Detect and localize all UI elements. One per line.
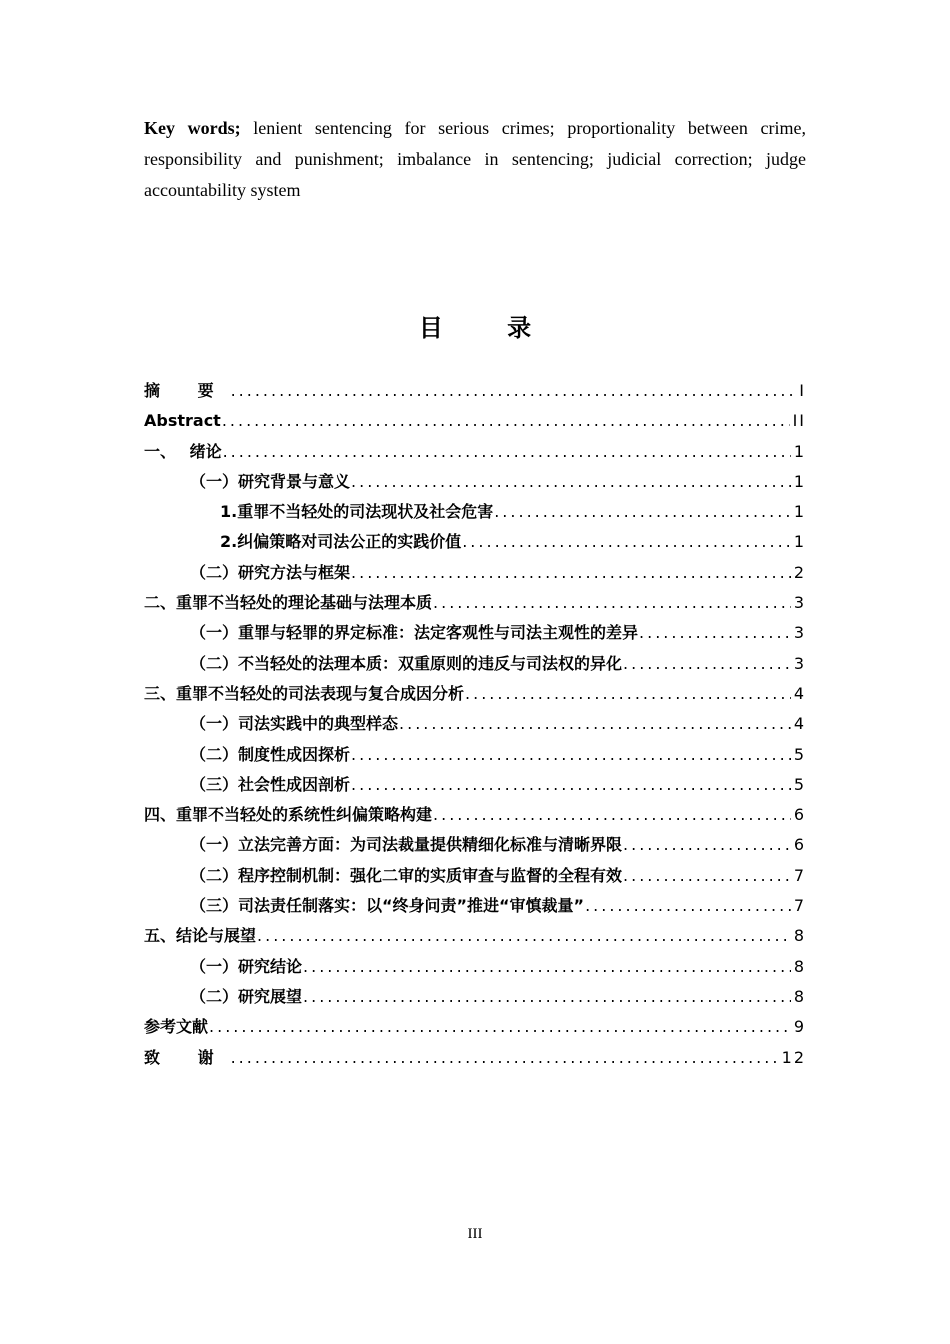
- toc-entry-label: （一）重罪与轻罪的界定标准：法定客观性与司法主观性的差异: [190, 623, 639, 643]
- toc-entry[interactable]: [144, 1043, 806, 1073]
- toc-entry[interactable]: [144, 770, 806, 800]
- toc-entry-page: 4: [793, 683, 806, 703]
- toc-dot-leader: [222, 406, 790, 436]
- toc-entry-label: 三、重罪不当轻处的司法表现与复合成因分析: [144, 683, 465, 703]
- toc-entry[interactable]: [144, 982, 806, 1012]
- toc-entry-page: 4: [793, 714, 806, 734]
- toc-entry-label: 二、重罪不当轻处的理论基础与法理本质: [144, 593, 433, 613]
- toc-dot-leader: [351, 740, 791, 770]
- toc-dot-leader: [257, 921, 791, 951]
- table-of-contents: [144, 376, 806, 1073]
- toc-entry-page: 6: [793, 835, 806, 855]
- toc-entry-page: 1: [793, 471, 806, 491]
- toc-entry-label: 1.重罪不当轻处的司法现状及社会危害: [220, 502, 494, 522]
- toc-entry-page: 8: [793, 926, 806, 946]
- toc-entry-page: 3: [793, 653, 806, 673]
- toc-entry-page: 6: [793, 805, 806, 825]
- toc-entry-page: 2: [793, 562, 806, 582]
- toc-entry-label: 摘 要: [144, 381, 230, 400]
- toc-dot-leader: [351, 558, 791, 588]
- toc-entry-label: （二）研究方法与框架: [190, 562, 351, 582]
- page-number: III: [467, 1226, 483, 1242]
- toc-entry[interactable]: [144, 830, 806, 860]
- toc-dot-leader: [303, 952, 791, 982]
- toc-entry-label: （一）司法实践中的典型样态: [190, 714, 399, 734]
- toc-dot-leader: [209, 1012, 791, 1042]
- toc-entry-label: 2.纠偏策略对司法公正的实践价值: [220, 532, 462, 552]
- keywords-paragraph: [144, 113, 806, 206]
- toc-dot-leader: [231, 1043, 779, 1073]
- toc-entry-label: （一）立法完善方面：为司法裁量提供精细化标准与清晰界限: [190, 835, 623, 855]
- toc-entry-label: 一、 绪论: [144, 441, 222, 461]
- toc-entry[interactable]: [144, 497, 806, 527]
- toc-entry-page: I: [799, 381, 806, 400]
- toc-entry-label: （一）研究背景与意义: [190, 471, 351, 491]
- toc-dot-leader: [433, 588, 791, 618]
- toc-dot-leader: [351, 467, 791, 497]
- toc-entry-label: （三）司法责任制落实：以“终身问责”推进“审慎裁量”: [190, 896, 585, 916]
- toc-entry-page: 3: [793, 593, 806, 613]
- toc-entry[interactable]: [144, 800, 806, 830]
- toc-entry-page: 8: [793, 956, 806, 976]
- toc-entry-page: 7: [793, 865, 806, 885]
- toc-dot-leader: [494, 497, 791, 527]
- keywords-text: lenient sentencing for serious crimes; proportionality between crime, responsibility and punishment; imbalance in sentencing; judicial correction; judge accountability system: [144, 118, 806, 200]
- toc-entry-label: （三）社会性成因剖析: [190, 774, 351, 794]
- toc-entry-label: （二）制度性成因探析: [190, 744, 351, 764]
- toc-entry-page: 8: [793, 986, 806, 1006]
- toc-dot-leader: [585, 891, 791, 921]
- toc-entry-page: 5: [793, 744, 806, 764]
- toc-entry-page: 12: [781, 1047, 806, 1067]
- toc-entry-label: （二）不当轻处的法理本质：双重原则的违反与司法权的异化: [190, 653, 623, 673]
- toc-dot-leader: [231, 376, 797, 406]
- toc-entry[interactable]: [144, 1012, 806, 1042]
- toc-dot-leader: [223, 437, 791, 467]
- toc-entry-label: （二）程序控制机制：强化二审的实质审查与监督的全程有效: [190, 865, 623, 885]
- toc-dot-leader: [462, 527, 791, 557]
- toc-entry-page: 9: [793, 1017, 806, 1037]
- toc-entry-page: 1: [793, 532, 806, 552]
- keywords-label: Key words;: [144, 118, 241, 138]
- toc-entry-label: 参考文献: [144, 1017, 209, 1037]
- toc-entry[interactable]: [144, 588, 806, 618]
- toc-entry[interactable]: [144, 740, 806, 770]
- toc-entry[interactable]: [144, 406, 806, 436]
- toc-dot-leader: [303, 982, 791, 1012]
- toc-dot-leader: [433, 800, 791, 830]
- toc-entry[interactable]: [144, 376, 806, 406]
- toc-entry[interactable]: [144, 679, 806, 709]
- toc-entry-label: （一）研究结论: [190, 956, 303, 976]
- toc-dot-leader: [399, 709, 791, 739]
- toc-entry-label: 四、重罪不当轻处的系统性纠偏策略构建: [144, 805, 433, 825]
- toc-entry-label: 致 谢: [144, 1047, 230, 1067]
- toc-dot-leader: [623, 830, 791, 860]
- toc-entry-page: 5: [793, 774, 806, 794]
- toc-entry[interactable]: [144, 649, 806, 679]
- toc-entry[interactable]: [144, 921, 806, 951]
- toc-entry-label: 五、结论与展望: [144, 926, 257, 946]
- toc-dot-leader: [623, 861, 791, 891]
- toc-entry[interactable]: [144, 618, 806, 648]
- toc-entry[interactable]: [144, 709, 806, 739]
- toc-entry-page: 3: [793, 623, 806, 643]
- toc-dot-leader: [639, 618, 791, 648]
- toc-dot-leader: [623, 649, 791, 679]
- toc-entry-page: 7: [793, 896, 806, 916]
- toc-entry[interactable]: [144, 558, 806, 588]
- toc-entry-page: 1: [793, 441, 806, 461]
- toc-entry-page: II: [792, 411, 806, 431]
- toc-entry[interactable]: [144, 467, 806, 497]
- toc-entry-page: 1: [793, 502, 806, 522]
- toc-dot-leader: [351, 770, 791, 800]
- toc-entry[interactable]: [144, 952, 806, 982]
- toc-title: 目 录: [418, 314, 560, 342]
- toc-entry-label: （二）研究展望: [190, 986, 303, 1006]
- toc-entry-label: Abstract: [144, 411, 221, 431]
- toc-entry[interactable]: [144, 891, 806, 921]
- toc-entry[interactable]: [144, 437, 806, 467]
- toc-entry[interactable]: [144, 527, 806, 557]
- toc-dot-leader: [465, 679, 791, 709]
- toc-entry[interactable]: [144, 861, 806, 891]
